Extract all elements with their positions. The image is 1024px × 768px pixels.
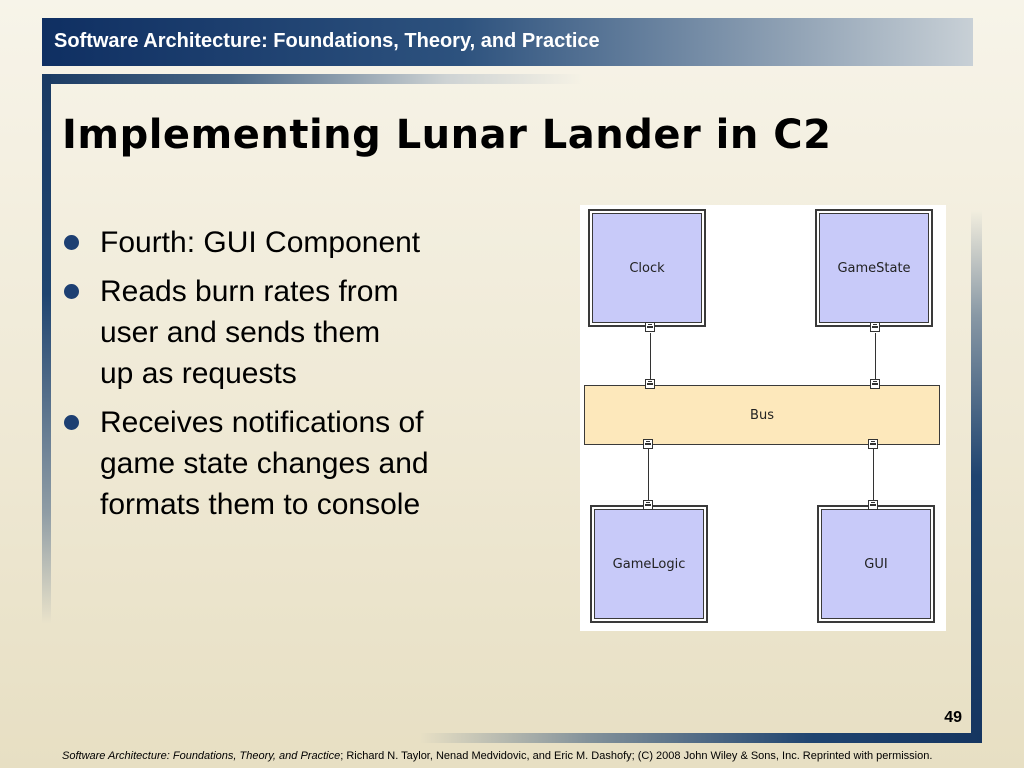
- component-label: Bus: [750, 407, 774, 423]
- bullet-line: Fourth: GUI Component: [100, 226, 421, 259]
- connector-clock-bus: [650, 333, 651, 385]
- bullet-dot-icon: [64, 284, 79, 299]
- component-gamelogic: [590, 505, 708, 623]
- port-icon: [643, 500, 653, 510]
- component-label: GameLogic: [612, 556, 686, 572]
- header-title: Software Architecture: Foundations, Theory, and Practice: [54, 30, 600, 52]
- page-number: 49: [944, 709, 962, 726]
- header-bar: [42, 18, 973, 66]
- slide-title: Implementing Lunar Lander in C2: [62, 112, 832, 158]
- component-gamestate: [815, 209, 933, 327]
- left-rule: [42, 74, 51, 624]
- bullet-list: [62, 222, 532, 533]
- bullet-dot-icon: [64, 415, 79, 430]
- bullet-item: [62, 402, 532, 525]
- footer-credits: ; Richard N. Taylor, Nenad Medvidovic, and Eric M. Dashofy; (C) 2008 John Wiley & Sons, Inc. Reprinted with permission.: [340, 750, 933, 762]
- port-icon: [870, 322, 880, 332]
- port-icon: [868, 500, 878, 510]
- top-rule: [42, 74, 582, 84]
- port-icon: [870, 379, 880, 389]
- footer-citation: [62, 750, 1002, 762]
- component-label: Clock: [629, 260, 665, 276]
- port-icon: [645, 322, 655, 332]
- footer-book-title: Software Architecture: Foundations, Theory, and Practice: [62, 750, 341, 762]
- component-label: GameState: [837, 260, 911, 276]
- bullet-line: user and sends them: [100, 316, 381, 349]
- component-gui: [817, 505, 935, 623]
- bullet-dot-icon: [64, 235, 79, 250]
- port-icon: [868, 439, 878, 449]
- connector-bus-gamelogic: [648, 449, 649, 505]
- c2-architecture-diagram: [580, 205, 946, 631]
- bullet-line: up as requests: [100, 357, 297, 390]
- component-clock: [588, 209, 706, 327]
- bullet-item: [62, 222, 532, 263]
- connector-bus-gui: [873, 449, 874, 505]
- component-bus: [584, 385, 940, 445]
- bullet-item: [62, 271, 532, 394]
- bullet-line: Receives notifications of: [100, 406, 424, 439]
- connector-gamestate-bus: [875, 333, 876, 385]
- bullet-line: game state changes and: [100, 447, 429, 480]
- port-icon: [643, 439, 653, 449]
- component-label: GUI: [864, 556, 888, 572]
- bullet-line: formats them to console: [100, 488, 421, 521]
- port-icon: [645, 379, 655, 389]
- bullet-line: Reads burn rates from: [100, 275, 399, 308]
- bottom-rule: [420, 733, 982, 743]
- right-rule: [971, 210, 982, 743]
